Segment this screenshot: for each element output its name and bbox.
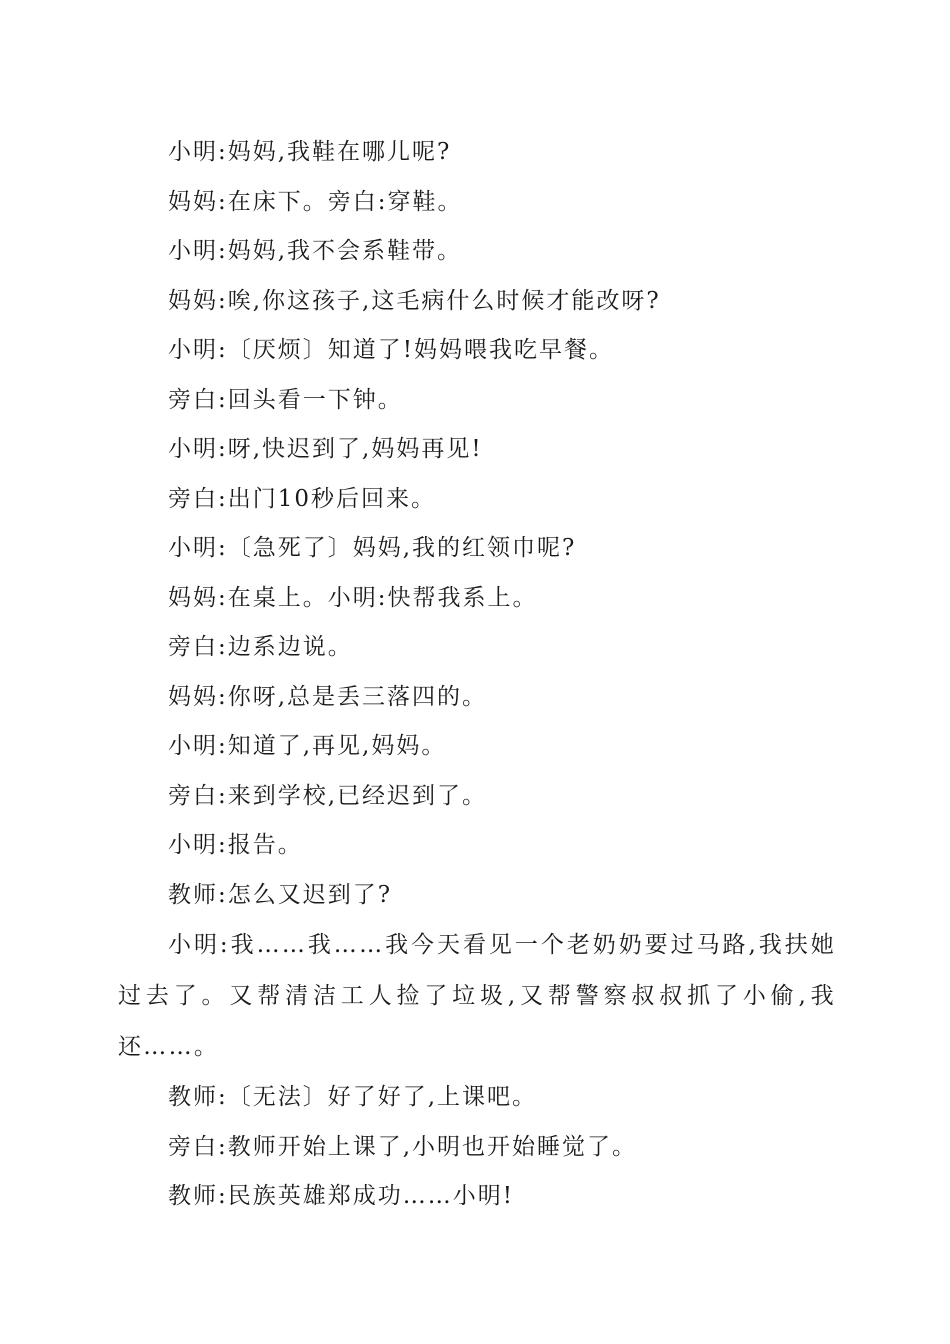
- paragraph: 旁白:边系边说。: [168, 634, 353, 660]
- paragraph: 教师:怎么又迟到了?: [168, 881, 393, 908]
- dialogue-text: [118, 128, 836, 1222]
- paragraph: 小明:我……我……我今天看见一个老奶奶要过马路,我扶她过去了。又帮清洁工人捡了垃圾,又帮警察叔叔抓了小偷,我还……。: [118, 932, 836, 1060]
- paragraph: 小明:知道了,再见,妈妈。: [168, 733, 447, 759]
- paragraph: 妈妈:你呀,总是丢三落四的。: [168, 683, 488, 710]
- paragraph: 小明:妈妈,我不会系鞋带。: [168, 238, 463, 264]
- paragraph: 妈妈:在床下。旁白:穿鞋。: [168, 188, 463, 215]
- paragraph: 教师:民族英雄郑成功……小明!: [168, 1183, 514, 1209]
- paragraph: 小明:报告。: [168, 832, 303, 858]
- paragraph: 旁白:回头看一下钟。: [168, 386, 403, 413]
- paragraph: 妈妈:唉,你这孩子,这毛病什么时候才能改呀?: [168, 287, 661, 314]
- paragraph: 教师:〔无法〕好了好了,上课吧。: [168, 1084, 538, 1110]
- paragraph: 旁白:出门10秒后回来。: [168, 485, 437, 512]
- paragraph: 小明:呀,快迟到了,妈妈再见!: [168, 436, 483, 462]
- paragraph: 小明:〔急死了〕妈妈,我的红领巾呢?: [168, 535, 577, 561]
- paragraph: 妈妈:在桌上。小明:快帮我系上。: [168, 584, 538, 611]
- paragraph: 旁白:教师开始上课了,小明也开始睡觉了。: [168, 1133, 638, 1160]
- paragraph: 旁白:来到学校,已经迟到了。: [168, 782, 488, 809]
- paragraph: 小明:妈妈,我鞋在哪儿呢?: [168, 139, 452, 165]
- paragraph: 小明:〔厌烦〕知道了!妈妈喂我吃早餐。: [168, 337, 614, 363]
